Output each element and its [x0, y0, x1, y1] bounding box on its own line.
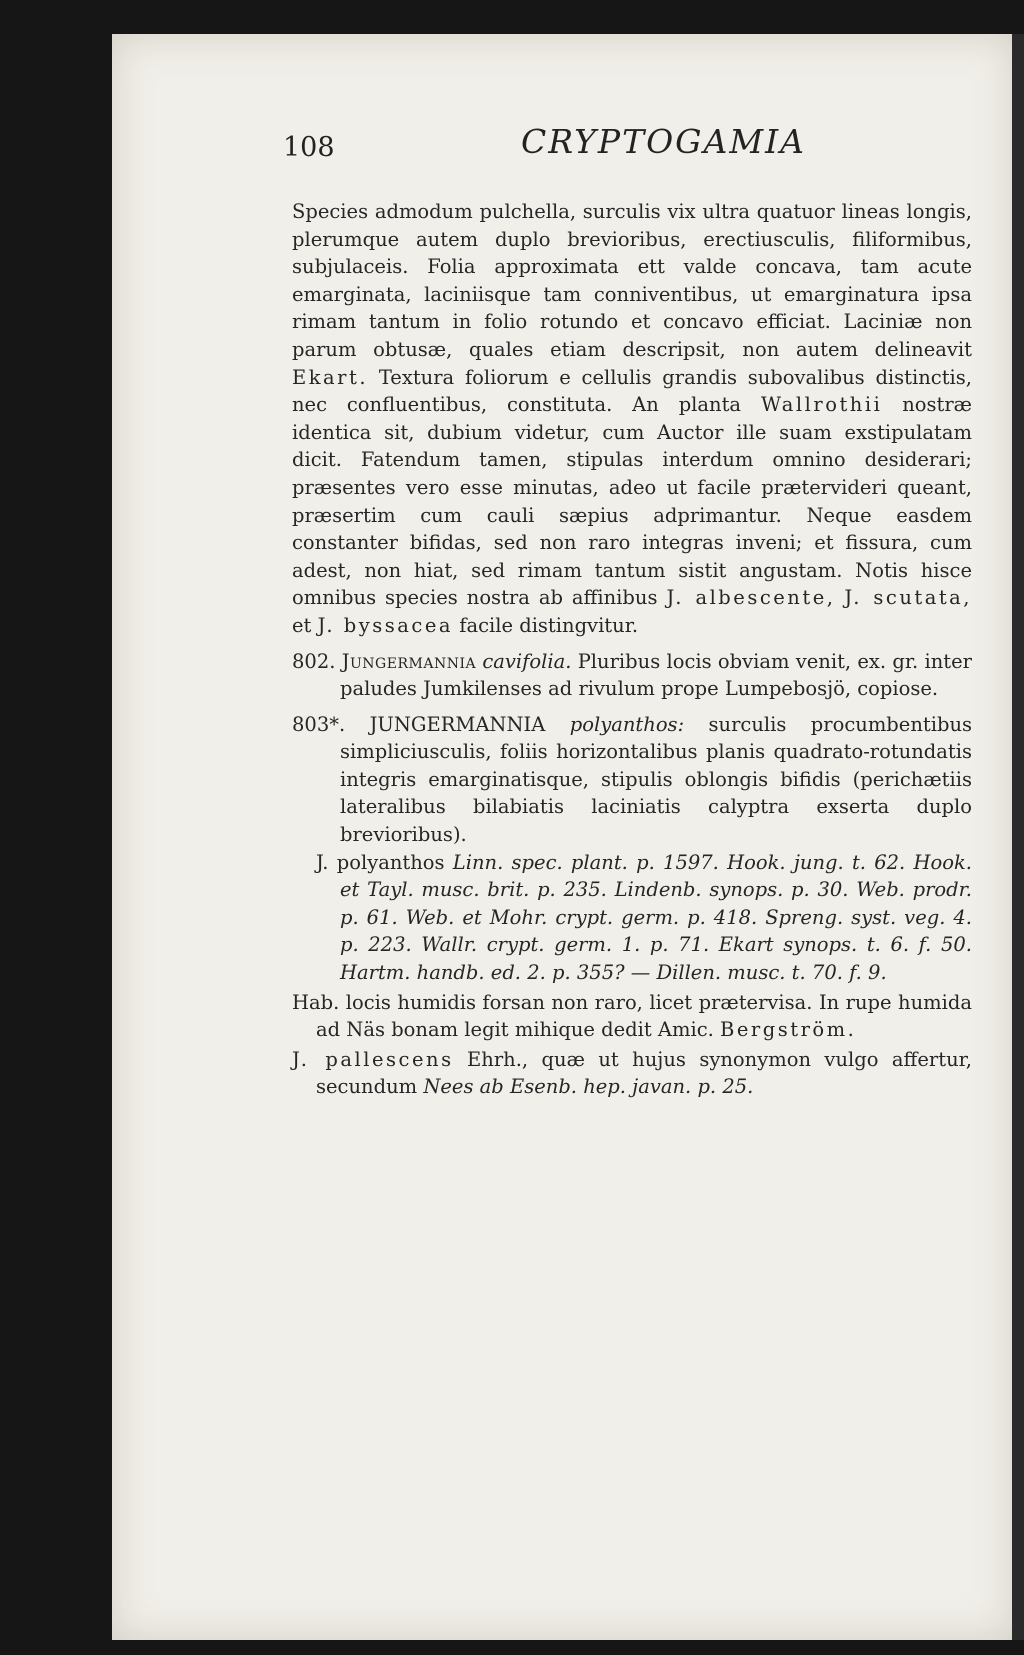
species-name: J. pallescens	[292, 1047, 454, 1071]
entry-number: 803*.	[292, 712, 346, 736]
reference: Linn. spec. plant. p. 1597.	[452, 850, 719, 874]
reference: Wallr. crypt. germ. 1. p. 71.	[421, 933, 710, 957]
species-epithet: cavifolia.	[482, 649, 572, 673]
synonym-name: J. polyanthos	[316, 850, 445, 874]
reference: Web. et Mohr. crypt. germ. p. 418.	[405, 905, 758, 929]
reference: Hook. jung. t. 62.	[727, 850, 906, 874]
reference: Ekart synops. t. 6. f. 50.	[718, 933, 972, 957]
note-text: Ehrh., quæ ut hujus synonymon vulgo affertur, secundum	[316, 1047, 973, 1099]
habitat-label: Hab.	[292, 990, 340, 1014]
page-edge	[1012, 34, 1024, 1640]
genus-name: JUNGERMANNIA	[369, 712, 546, 736]
species-epithet: polyanthos:	[569, 712, 685, 736]
running-title: CRYPTOGAMIA	[521, 122, 806, 161]
person-name: Bergström.	[720, 1018, 857, 1042]
note	[292, 1046, 972, 1101]
paragraph-description	[292, 198, 972, 640]
reference: Lindenb. synops. p. 30.	[614, 878, 849, 902]
synonymy	[292, 849, 972, 987]
page-number: 108	[283, 132, 335, 163]
genus-name: Jungermannia	[341, 649, 477, 673]
species-name: J. scutata,	[844, 586, 973, 610]
paragraph-text: facile distingvitur.	[459, 613, 639, 637]
species-name: J. byssacea	[317, 613, 454, 637]
page-header	[180, 92, 980, 163]
entry-802	[292, 648, 972, 703]
entry-number: 802.	[292, 649, 336, 673]
paragraph-text: nostræ identica sit, dubium videtur, cum Auctor ille suam exstipulatam dicit. Fatendum tamen, stipulas interdum omnino desiderari; præsentes vero esse minutas, adeo ut facile prætervideri queant, præsertim cum cauli sæpius adprimantur. Neque easdem constanter bifidas, sed non raro integras inveni; et fissura, cum adest, non hiat, sed rimam tantum sistit angustam. Notis hisce omnibus species nostra ab affinibus	[292, 393, 972, 610]
habitat	[292, 989, 972, 1044]
paragraph-text: et	[292, 613, 312, 637]
species-name: J. albescente,	[666, 586, 836, 610]
reference: Spreng. syst. veg. 4. p. 223.	[340, 905, 973, 957]
reference: Web. prodr. p. 61.	[340, 878, 972, 929]
page-body	[292, 198, 972, 1101]
paragraph-text: Textura foliorum e cellulis grandis subovalibus distinctis, nec confluentibus, constituta. An planta	[292, 365, 973, 417]
entry-description: surculis procumbentibus simpliciusculis, foliis horizontalibus planis quadrato-rotundatis integris emarginatisque, stipulis oblongis bifidis (perichætiis lateralibus bilabiatis laciniatis calyptra exserta duplo brevioribus).	[340, 712, 973, 847]
entry-text: Pluribus locis obviam venit, ex. gr. inter paludes Jumkilenses ad rivulum prope Lumpebosjö, copiose.	[340, 649, 972, 701]
reference: — Dillen. musc. t. 70. f. 9.	[630, 961, 887, 985]
reference: Hartm. handb. ed. 2. p. 355?	[340, 961, 625, 985]
author-name: Ekart.	[292, 365, 369, 389]
entry-803	[292, 711, 972, 849]
reference: Hook. et Tayl. musc. brit. p. 235.	[340, 850, 972, 902]
reference: Nees ab Esenb. hep. javan. p. 25.	[423, 1075, 754, 1099]
author-name: Wallrothii	[760, 393, 883, 417]
paragraph-text: Species admodum pulchella, surculis vix ultra quatuor lineas longis, plerumque autem duplo brevioribus, erectiusculis, filiformibus, subjulaceis. Folia approximata ett valde concava, tam acute emarginata, laciniisque tam conniventibus, ut emarginatura ipsa rimam tantum in folio rotundo et concavo efficiat. Laciniæ non parum obtusæ, quales etiam descripsit, non autem delineavit	[292, 200, 972, 361]
habitat-text: locis humidis forsan non raro, licet prætervisa. In rupe humida ad Näs bonam legit mihique dedit Amic.	[316, 990, 972, 1042]
